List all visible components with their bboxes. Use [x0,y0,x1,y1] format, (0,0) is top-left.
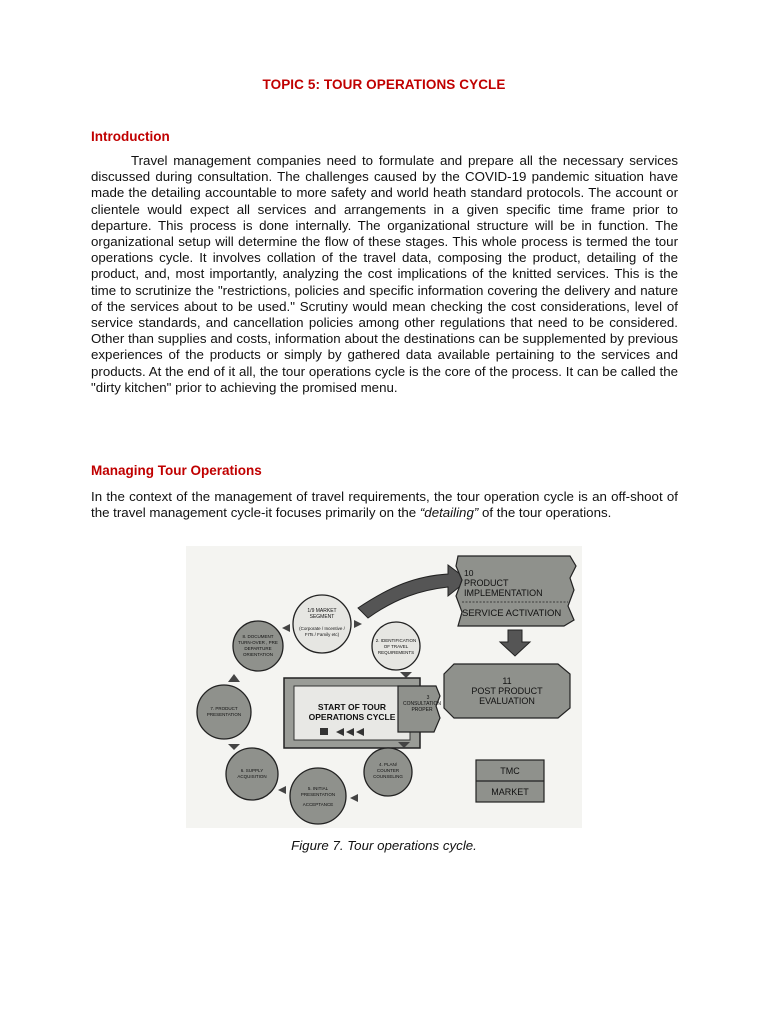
managing-text-emphasis: “detailing” [419,505,479,521]
evaluation-number: 11 [502,676,512,686]
market-segment-line2: SEGMENT [309,614,335,620]
implementation-line2: IMPLEMENTATION [464,588,543,598]
consultation-line3: PROPER [411,707,433,713]
implementation-number: 10 [464,568,474,578]
identification-line3: REQUIREMENTS [377,650,415,655]
supply-line2: ACQUISITION [237,774,267,779]
introduction-heading: Introduction [91,129,170,144]
document-line3: DEPARTURE [244,646,272,651]
document-line2: TURN-OVER , PRE [238,640,278,645]
introduction-paragraph [91,153,678,396]
managing-paragraph [91,489,678,521]
implementation-line1: PRODUCT [464,578,509,588]
managing-tour-operations-heading: Managing Tour Operations [91,463,262,478]
center-line2: OPERATIONS CYCLE [308,712,396,722]
tour-operations-cycle-figure [186,546,582,828]
managing-text-after: of the tour operations. [478,505,612,521]
figure-caption: Figure 7. Tour operations cycle. [291,838,477,853]
center-line1: START OF TOUR [317,702,387,712]
plan-line1: 4. PLAN/ [378,762,398,767]
supply-line1: 6. SUPPLY [240,768,264,773]
evaluation-line1: POST PRODUCT [471,686,543,696]
document-line4: ORIENTATION [242,652,274,657]
plan-line2: COUNTER [376,768,400,773]
initial-line2: PRESENTATION [300,792,336,797]
market-segment-line1: 1/9 MARKET [307,608,337,614]
consultation-line1: 3 [426,695,430,701]
introduction-text: Travel management companies need to formulate and prepare all the necessary services discussed during consultation. The challenges caused by the COVID-19 pandemic situation have made the detailing accountable to more safety and world heath standard protocols. The account or clientele would expect all services and arrangements in a given specific time frame prior to departure. This process is done internally. The organizational structure will be in function. The organizational setup will determine the flow of these stages. This whole process is termed the tour operations cycle. It involves collation of the travel data, composing the product, detailing of the product, and, most importantly, analyzing the cost implications of the knitted services. This is the time to scrutinize the "restrictions, policies and specific information covering the delivery and nature of the services about to be used." Scrutiny would mean checking the cost considerations, level of service standards, and cancellation policies among other regulations that need to be considered. Other than supplies and costs, information about the destinations can be supplemented by previous experiences of the products or simply by gathered data available pertaining to the services and products. At the end of it all, the tour operations cycle is the core of the process. It can be called the "dirty kitchen" prior to achieving the promised menu. [91,153,678,395]
market-segment-line4: FITs / Family etc) [304,632,340,637]
market-label: MARKET [491,787,529,797]
identification-line1: 2. IDENTIFICATION [375,638,417,643]
tmc-label: TMC [500,766,520,776]
page-title: TOPIC 5: TOUR OPERATIONS CYCLE [262,77,506,92]
product-presentation-line2: PRESENTATION [206,712,242,717]
initial-line3: ACCEPTANCE [302,802,334,807]
identification-line2: OF TRAVEL [383,644,409,649]
plan-line3: COUNSELING [373,774,403,779]
product-presentation-line1: 7. PRODUCT [210,706,238,711]
managing-text-before: In the context of the management of travel requirements, the tour operation cycle is an off-shoot of the travel management cycle-it focuses primarily on the [91,489,678,521]
service-activation-label: SERVICE ACTIVATION [462,608,562,619]
consultation-line2: CONSULTATION [402,701,442,707]
market-segment-line3: (Corporate / Incentive / [299,626,345,631]
document-line1: 8. DOCUMENT [242,634,274,639]
initial-line1: 5. INITIAL [307,786,329,791]
evaluation-line2: EVALUATION [479,696,535,706]
